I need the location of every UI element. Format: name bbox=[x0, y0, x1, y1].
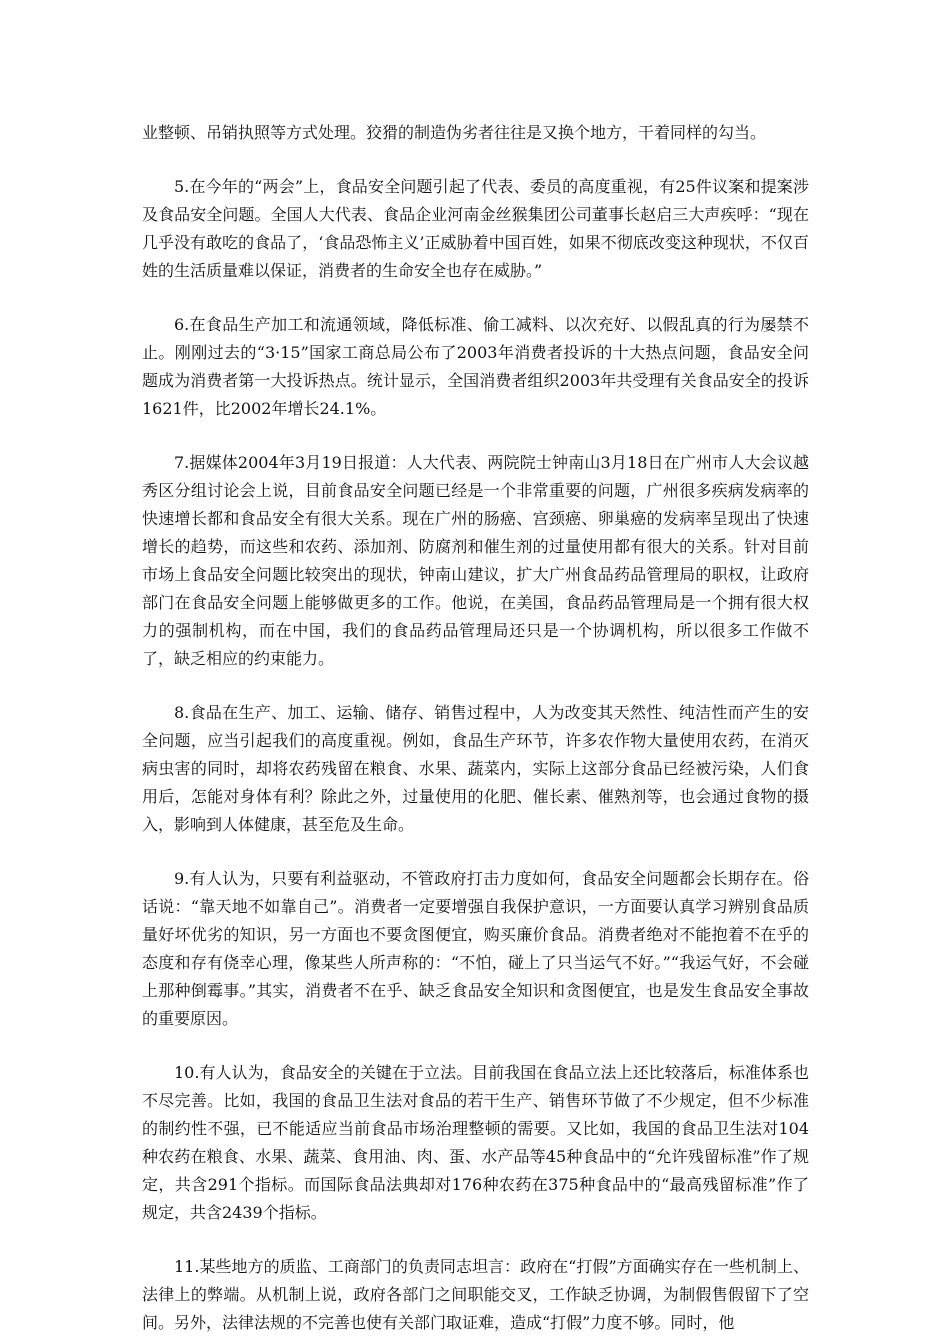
paragraph-continuation: 业整顿、吊销执照等方式处理。狡猾的制造伪劣者往往是又换个地方，干着同样的勾当。 bbox=[142, 123, 767, 142]
paragraph-5: 5.在今年的“两会”上，食品安全问题引起了代表、委员的高度重视，有25件议案和提案涉及食品安全问题。全国人大代表、食品企业河南金丝猴集团公司董事长赵启三大声疾呼：“现在几乎没有敢吃的食品了，‘食品恐怖主义’正威胁着中国百姓，如果不彻底改变这种现状，不仅百姓的生活质量难以保证，消费者的生命安全也存在威胁。” bbox=[142, 177, 809, 280]
paragraph-10: 10.有人认为，食品安全的关键在于立法。目前我国在食品立法上还比较落后，标准体系也不尽完善。比如，我国的食品卫生法对食品的若干生产、销售环节做了不少规定，但不少标准的制约性不强，已不能适应当前食品市场治理整顿的需要。又比如，我国的食品卫生法对104种农药在粮食、水果、蔬菜、食用油、肉、蛋、水产品等45种食品中的“允许残留标准”作了规定，共含291个指标。而国际食品法典却对176种农药在375种食品中的“最高残留标准”作了规定，共含2439个指标。 bbox=[142, 1063, 809, 1222]
document-page bbox=[142, 119, 809, 1337]
paragraph-9: 9.有人认为，只要有利益驱动，不管政府打击力度如何，食品安全问题都会长期存在。俗话说：“靠天地不如靠自己”。消费者一定要增强自我保护意识，一方面要认真学习辨别食品质量好坏优劣的知识，另一方面也不要贪图便宜，购买廉价食品。消费者绝对不能抱着不在乎的态度和存有侥幸心理，像某些人所声称的：“不怕，碰上了只当运气不好。”“我运气好，不会碰上那种倒霉事。”其实，消费者不在乎、缺乏食品安全知识和贪图便宜，也是发生食品安全事故的重要原因。 bbox=[142, 869, 809, 1028]
paragraph-11: 11.某些地方的质监、工商部门的负责同志坦言：政府在“打假”方面确实存在一些机制上、法律上的弊端。从机制上说，政府各部门之间职能交叉，工作缺乏协调，为制假售假留下了空间。另外，法律法规的不完善也使有关部门取证难，造成“打假”力度不够。同时，他 bbox=[142, 1257, 809, 1332]
paragraph-8: 8.食品在生产、加工、运输、储存、销售过程中，人为改变其天然性、纯洁性而产生的安全问题，应当引起我们的高度重视。例如，食品生产环节，许多农作物大量使用农药，在消灭病虫害的同时，却将农药残留在粮食、水果、蔬菜内，实际上这部分食品已经被污染，人们食用后，怎能对身体有利？除此之外，过量使用的化肥、催长素、催熟剂等，也会通过食物的摄入，影响到人体健康，甚至危及生命。 bbox=[142, 703, 809, 834]
paragraph-6: 6.在食品生产加工和流通领域，降低标准、偷工减料、以次充好、以假乱真的行为屡禁不止。刚刚过去的“3·15”国家工商总局公布了2003年消费者投诉的十大热点问题，食品安全问题成为消费者第一大投诉热点。统计显示，全国消费者组织2003年共受理有关食品安全的投诉1621件，比2002年增长24.1%。 bbox=[142, 315, 809, 418]
paragraph-7: 7.据媒体2004年3月19日报道：人大代表、两院院士钟南山3月18日在广州市人大会议越秀区分组讨论会上说，目前食品安全问题已经是一个非常重要的问题，广州很多疾病发病率的快速增长都和食品安全有很大关系。现在广州的肠癌、宫颈癌、卵巢癌的发病率呈现出了快速增长的趋势，而这些和农药、添加剂、防腐剂和催生剂的过量使用都有很大的关系。针对目前市场上食品安全问题比较突出的现状，钟南山建议，扩大广州食品药品管理局的职权，让政府部门在食品安全问题上能够做更多的工作。他说，在美国，食品药品管理局是一个拥有很大权力的强制机构，而在中国，我们的食品药品管理局还只是一个协调机构，所以很多工作做不了，缺乏相应的约束能力。 bbox=[142, 453, 809, 668]
